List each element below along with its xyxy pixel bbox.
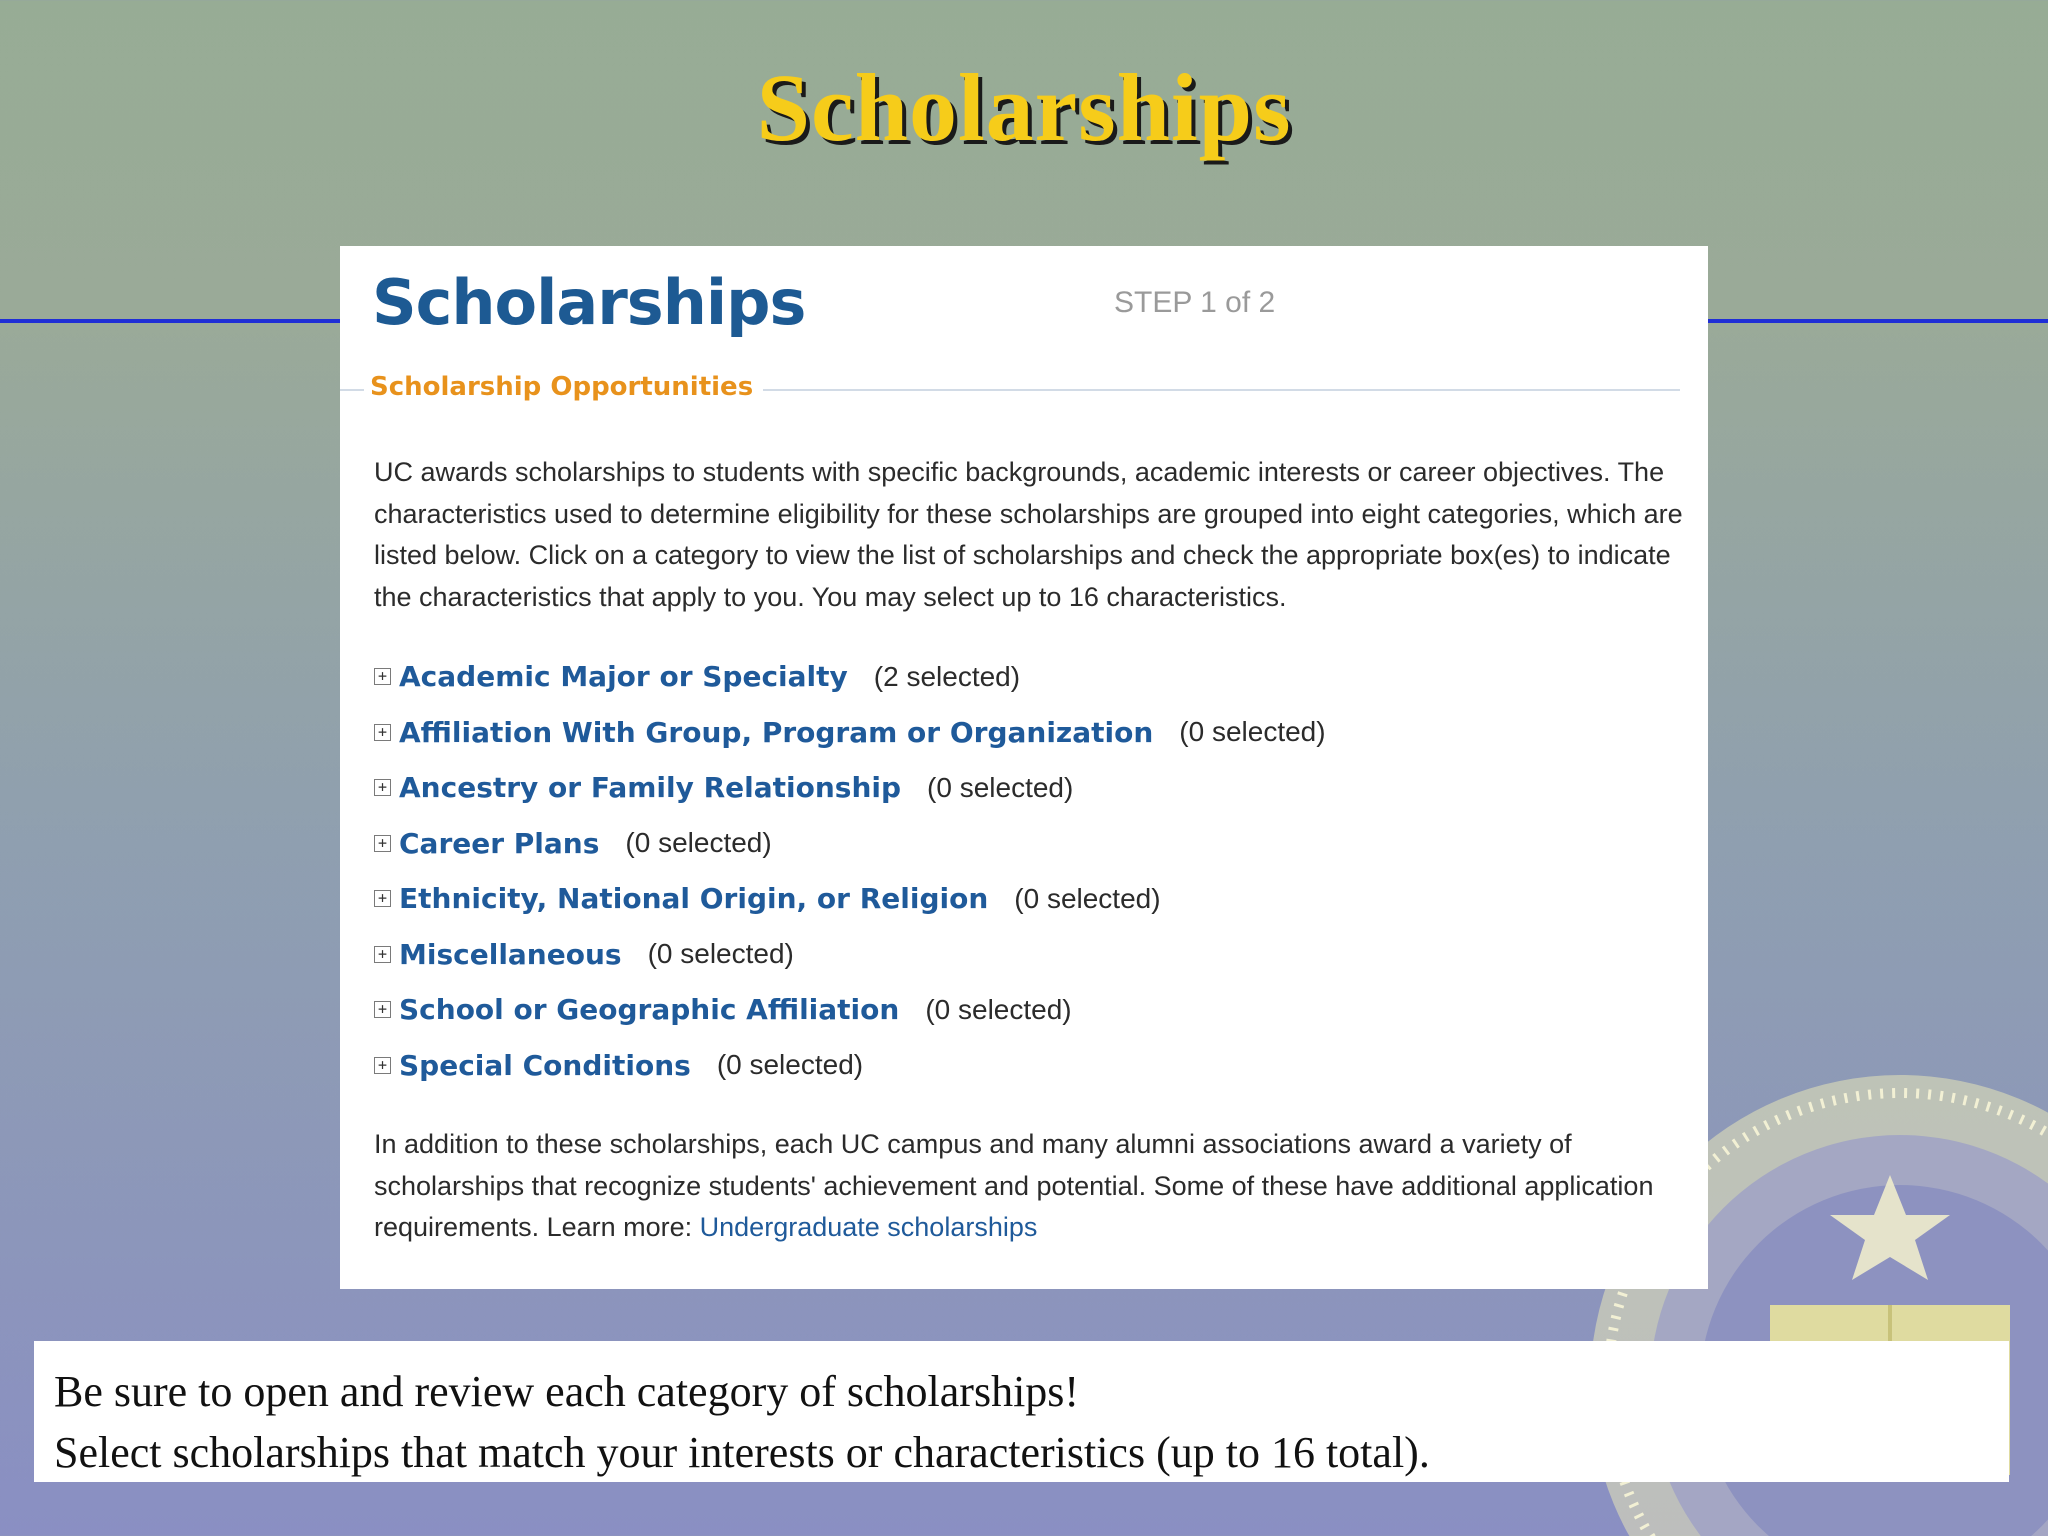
expand-plus-icon[interactable]: + [374, 779, 391, 796]
category-count: (0 selected) [625, 827, 772, 859]
category-label[interactable]: Affiliation With Group, Program or Organization [399, 715, 1154, 749]
intro-text: UC awards scholarships to students with specific backgrounds, academic interests or career objectives. The characteristics used to determine eligibility for these scholarships are grouped into eight categories, which are listed below. Click on a category to view the list of scholarships and check the appropriate box(es) to indicate the characteristics that apply to you. You may select up to 16 characteristics. [374, 457, 1683, 612]
expand-plus-icon[interactable]: + [374, 835, 391, 852]
category-ethnicity[interactable] [374, 871, 1674, 927]
panel-title: Scholarships [372, 266, 806, 339]
slide-title: Scholarships [756, 54, 1292, 161]
category-list [374, 649, 1674, 1093]
category-school-geographic[interactable] [374, 982, 1674, 1038]
category-label[interactable]: Ethnicity, National Origin, or Religion [399, 882, 989, 916]
footer-text [374, 1124, 1674, 1249]
category-label[interactable]: Academic Major or Specialty [399, 660, 848, 694]
scholarships-panel [340, 246, 1708, 1289]
section-legend: Scholarship Opportunities [364, 372, 763, 402]
category-ancestry[interactable] [374, 760, 1674, 816]
category-count: (0 selected) [925, 993, 1072, 1025]
undergraduate-scholarships-link[interactable]: Undergraduate scholarships [699, 1212, 1038, 1242]
step-indicator: STEP 1 of 2 [1114, 286, 1276, 319]
category-count: (2 selected) [873, 660, 1021, 692]
category-label[interactable]: Miscellaneous [399, 937, 622, 971]
note-box [34, 1341, 2009, 1482]
category-academic-major[interactable] [374, 649, 1674, 705]
category-label[interactable]: School or Geographic Affiliation [399, 993, 900, 1027]
category-count: (0 selected) [716, 1049, 864, 1081]
category-affiliation[interactable] [374, 705, 1674, 761]
expand-plus-icon[interactable]: + [374, 890, 391, 907]
footer-body: In addition to these scholarships, each UC campus and many alumni associations award a variety of scholarships that recognize students' achievement and potential. Some of these have additional application requirements. Learn more: [374, 1129, 1654, 1242]
category-count: (0 selected) [927, 771, 1074, 803]
expand-plus-icon[interactable]: + [374, 1057, 391, 1074]
category-label[interactable]: Career Plans [399, 826, 600, 860]
category-special-conditions[interactable] [374, 1038, 1674, 1094]
category-count: (0 selected) [647, 938, 794, 970]
expand-plus-icon[interactable]: + [374, 1001, 391, 1018]
note-line-1: Be sure to open and review each category of scholarships! [54, 1367, 1080, 1416]
category-label[interactable]: Ancestry or Family Relationship [399, 771, 902, 805]
expand-plus-icon[interactable]: + [374, 668, 391, 685]
expand-plus-icon[interactable]: + [374, 724, 391, 741]
note-line-2: Select scholarships that match your interests or characteristics (up to 16 total). [54, 1428, 1430, 1477]
category-count: (0 selected) [1179, 716, 1326, 748]
category-career-plans[interactable] [374, 816, 1674, 872]
category-miscellaneous[interactable] [374, 927, 1674, 983]
category-count: (0 selected) [1014, 882, 1161, 914]
category-label[interactable]: Special Conditions [399, 1048, 691, 1082]
expand-plus-icon[interactable]: + [374, 946, 391, 963]
